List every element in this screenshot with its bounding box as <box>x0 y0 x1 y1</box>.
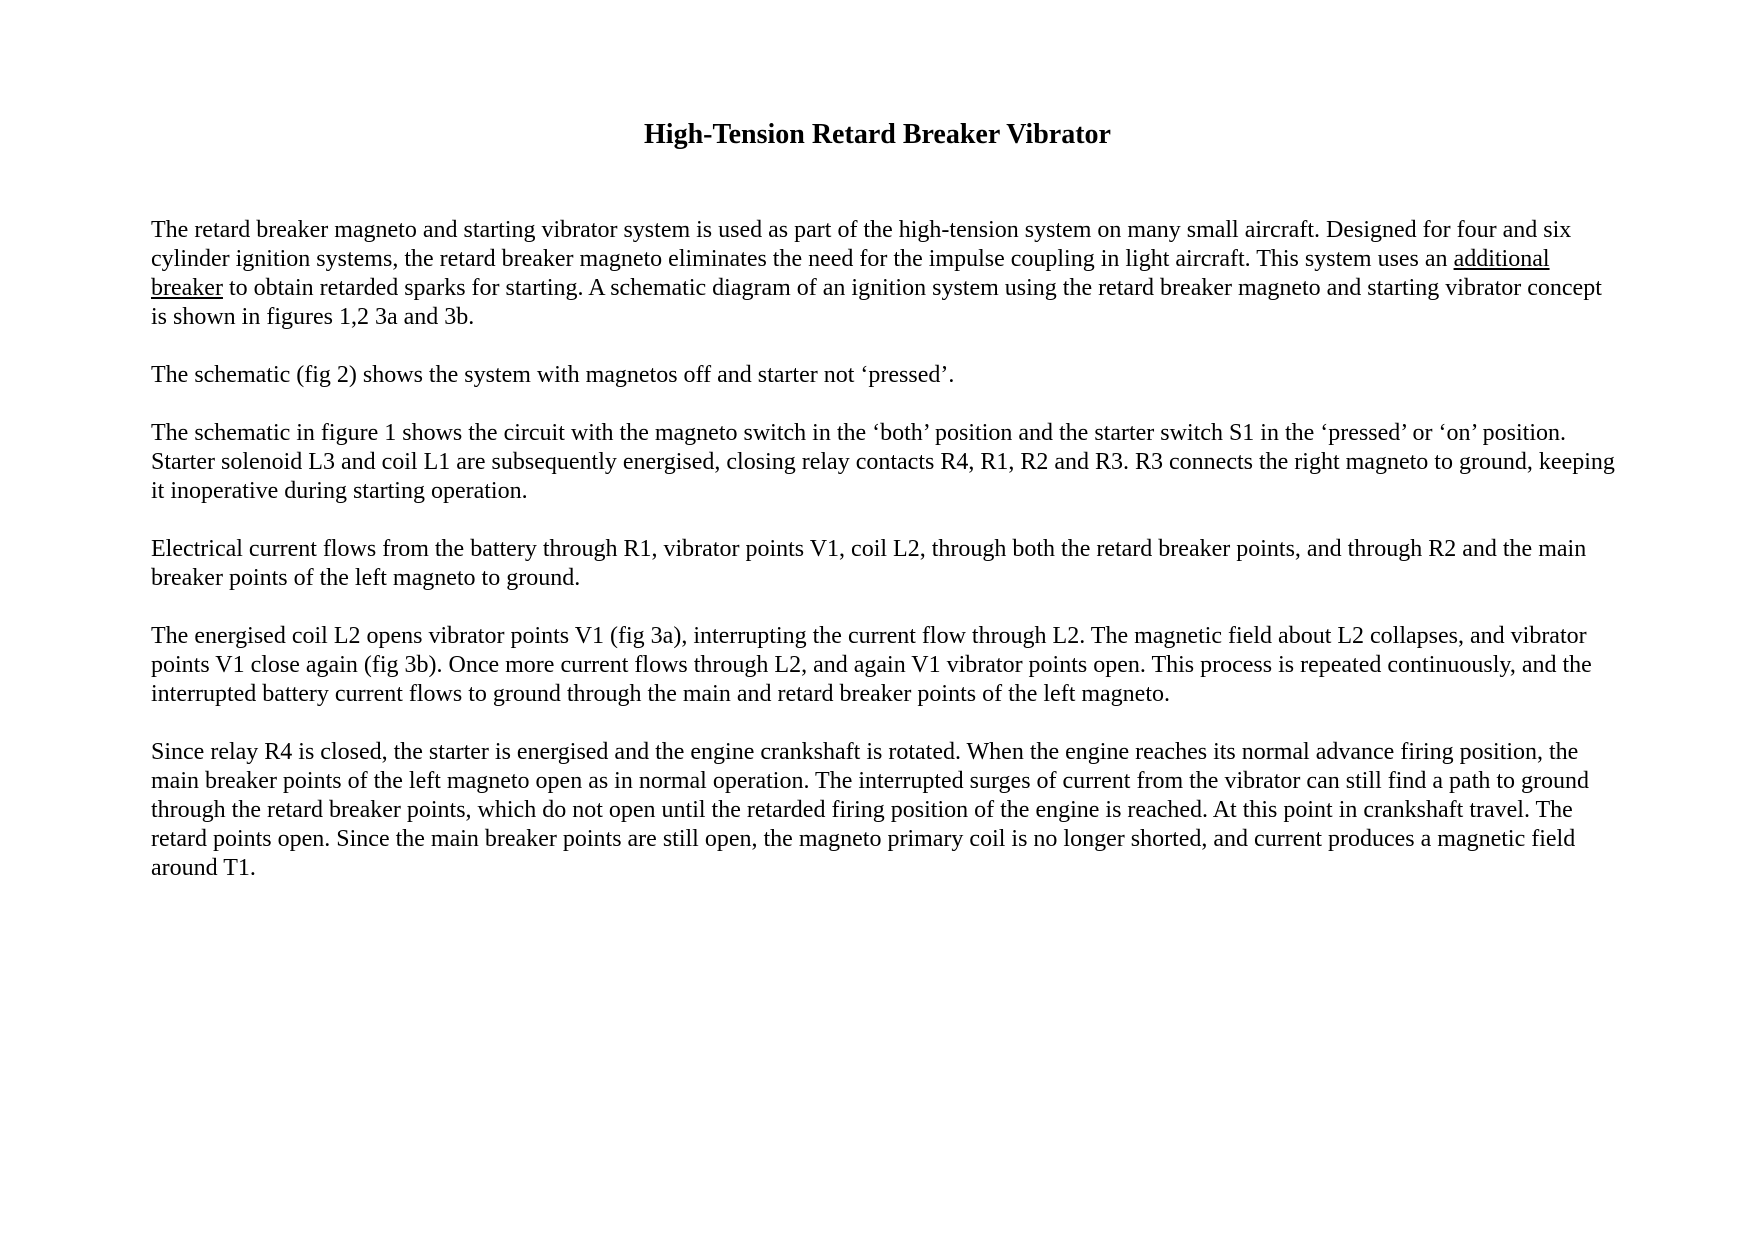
document-body <box>151 216 1623 912</box>
page-title: High-Tension Retard Breaker Vibrator <box>644 119 1111 150</box>
paragraph-fig2: The schematic (fig 2) shows the system with magnetos off and starter not ‘pressed’. <box>151 362 955 388</box>
paragraph-intro-text-end: to obtain retarded sparks for starting. A schematic diagram of an ignition system using the retard breaker magneto and starting vibrator concept is shown in figures 1,2 3a and 3b. <box>151 275 1602 330</box>
paragraph-starter: Since relay R4 is closed, the starter is energised and the engine crankshaft is rotated. When the engine reaches its normal advance firing position, the main breaker points of the left magneto open as in normal operation. The interrupted surges of current from the vibrator can still find a path to ground through the retard breaker points, which do not open until the retarded firing position of the engine is reached. At this point in crankshaft travel. The retard points open. Since the main breaker points are still open, the magneto primary coil is no longer shorted, and current produces a magnetic field around T1. <box>151 739 1590 881</box>
paragraph-intro <box>151 216 1623 332</box>
paragraph-current-flow: Electrical current flows from the battery through R1, vibrator points V1, coil L2, through both the retard breaker points, and through R2 and the main breaker points of the left magneto to ground. <box>151 536 1587 591</box>
paragraph-vibrator: The energised coil L2 opens vibrator points V1 (fig 3a), interrupting the current flow through L2. The magnetic field about L2 collapses, and vibrator points V1 close again (fig 3b). Once more current flows through L2, and again V1 vibrator points open. This process is repeated continuously, and the interrupted battery current flows to ground through the main and retard breaker points of the left magneto. <box>151 623 1592 707</box>
underlined-phrase: additional breaker <box>151 246 1550 301</box>
paragraph-intro-text-start: The retard breaker magneto and starting vibrator system is used as part of the high-tension system on many small aircraft. Designed for four and six cylinder ignition systems, the retard breaker magneto eliminates the need for the impulse coupling in light aircraft. This system uses an <box>151 217 1572 272</box>
paragraph-fig1: The schematic in figure 1 shows the circuit with the magneto switch in the ‘both’ position and the starter switch S1 in the ‘pressed’ or ‘on’ position. Starter solenoid L3 and coil L1 are subsequently energised, closing relay contacts R4, R1, R2 and R3. R3 connects the right magneto to ground, keeping it inoperative during starting operation. <box>151 420 1615 504</box>
